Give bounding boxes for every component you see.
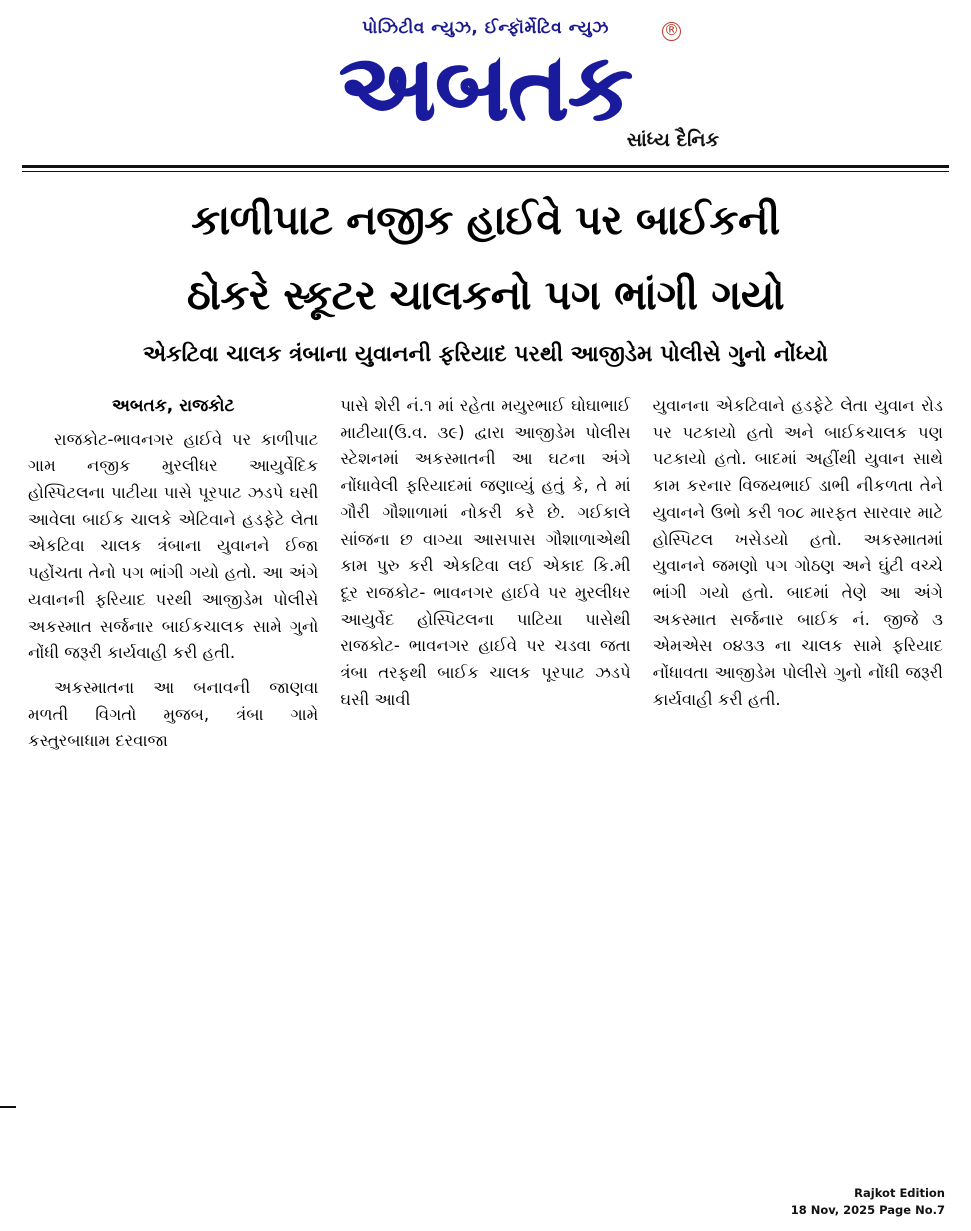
masthead: [22, 0, 949, 151]
divider-thick: [22, 165, 949, 168]
article-column-1: [28, 393, 318, 755]
masthead-logo: અબતક: [339, 34, 632, 141]
footer-edition: Rajkot Edition: [854, 1185, 945, 1200]
headline-line-1: કાળીપાટ નજીક હાઈવે પર બાઈકની: [191, 195, 780, 244]
article-body: [22, 393, 949, 755]
paragraph: અકસ્માતના આ બનાવની જાણવા મળતી વિગતો મુજબ, ત્રંબા ગામે કસ્તુરબાધામ દરવાજા: [28, 677, 319, 751]
paragraph: યુવાનના એકટિવાને હડફેટે લેતા યુવાન રોડ પર પટકાયો હતો અને બાઈકચાલક પણ પટકાયો હતો. બાદમાં અહીંથી યુવાન સાથે કામ કરનાર વિજયભાઈ ડાભી નીકળતા તેને યુવાનને ઉભો કરી ૧૦૮ મારફત સારવાર માટે હોસ્પિટલ ખસેડયો હતો. અકસ્માતમાં યુવાનને જમણો પગ ગોઠણ અને ઘુંટી વચ્ચે ભાંગી ગયો હતો. બાદમાં તેણે આ અંગે અકસ્માત સર્જનાર બાઈક નં. જીજે ૩ એમએસ ૦૪૩૩ ના ચાલક સામે ફરિયાદ નોંધાવતા આજીડેમ પોલીસે ગુનો નોંધી જરૂરી કાર્યવાહી કરી હતી.: [652, 395, 943, 709]
masthead-tagline: પોઝિટીવ ન્યુઝ, ઈન્ફૉર્મેટિવ ન્યુઝ: [362, 18, 609, 38]
divider-thin: [22, 171, 949, 172]
byline: અબતક, રાજકોટ: [111, 395, 235, 416]
registered-trademark-icon: ®: [664, 21, 679, 39]
paragraph: પાસે શેરી નં.૧ માં રહેતા મયુરભાઈ ઘોઘાભાઈ માટીયા(ઉ.વ. ૩૯) દ્વારા આજીડેમ પોલીસ સ્ટેશનમાં અકસ્માતની આ ઘટના અંગે નોંધાવેલી ફરિયાદમાં જણાવ્યું હતું કે, તે માં ગૌરી ગૌશાળામાં નોકરી કરે છે. ગઈકાલે સાંજના છ વાગ્યા આસપાસ ગૌશાળાએથી કામ પુરુ કરી એકટિવા લઈ એકાદ કિ.મી દૂર રાજકોટ- ભાવનગર હાઈવે પર મુરલીધર આયુર્વેદ હોસ્પિટલના પાટિયા પાસેથી રાજકોટ- ભાવનગર હાઈવે પર ચડવા જતા ત્રંબા તરફથી બાઈક ચાલક પૂરપાટ ઝડપે ઘસી આવી: [340, 395, 631, 709]
trim-mark: [0, 1106, 16, 1108]
sub-headline: એકટિવા ચાલક ત્રંબાના યુવાનની ફરિયાદ પરથી આજીડેમ પોલીસે ગુનો નોંધ્યો: [142, 342, 829, 368]
article-column-3: [653, 393, 943, 755]
footer-date-page: 18 Nov, 2025 Page No.7: [790, 1202, 945, 1217]
masthead-subtitle: સાંધ્ય દૈનિક: [626, 128, 719, 151]
article-column-2: [340, 393, 630, 755]
page-footer: [791, 1185, 945, 1220]
headline-line-2: ઠોકરે સ્કૂટર ચાલકનો પગ ભાંગી ગયો: [186, 270, 785, 319]
paragraph: રાજકોટ-ભાવનગર હાઈવે પર કાળીપાટ ગામ નજીક મુરલીધર આયુર્વેદિક હોસ્પિટલના પાટીયા પાસે પૂરપાટ ઝડપે ઘસી આવેલા બાઈક ચાલકે એટિવાને હડફેટે લેતા એકટિવા ચાલક ત્રંબાના યુવાનને ઈજા પહોંચતા તેનો પગ ભાંગી ગયો હતો. આ અંગે યવાનની ફરિયાદ પરથી આજીડેમ પોલીસે અકસ્માત સર્જનાર બાઈકચાલક સામે ગુનો નોંધી જરૂરી કાર્યવાહી કરી હતી.: [28, 429, 319, 663]
